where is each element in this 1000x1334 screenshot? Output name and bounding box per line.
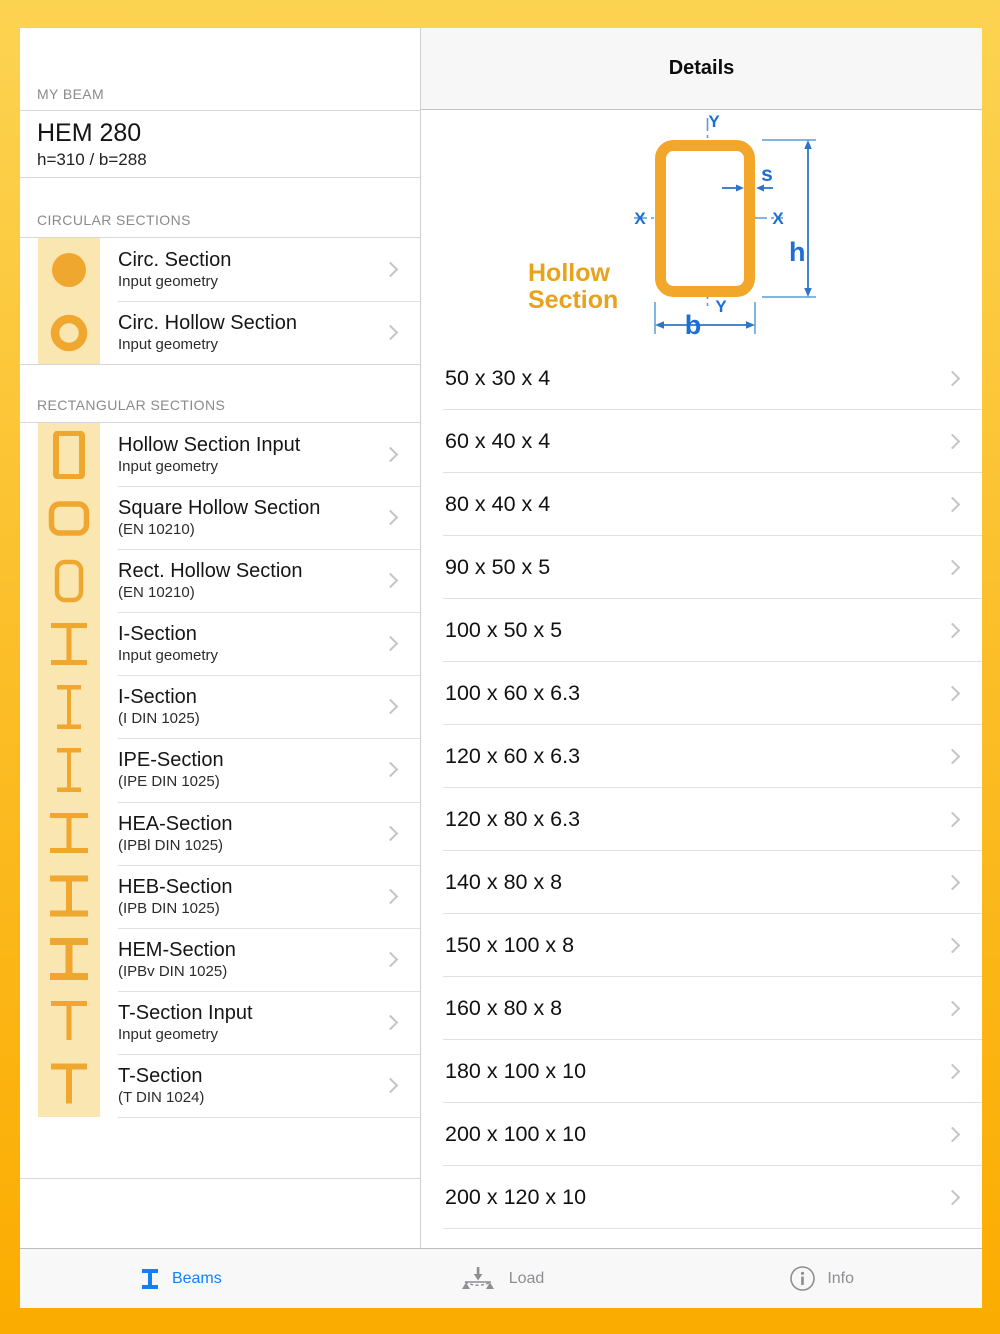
- sidebar-item-heb-section[interactable]: HEB-Section (IPB DIN 1025): [20, 865, 420, 928]
- t-beam-icon: [38, 998, 100, 1046]
- chevron-right-icon: [945, 1190, 961, 1206]
- label-b: b: [684, 310, 702, 340]
- chevron-right-icon: [945, 497, 961, 513]
- chevron-right-icon: [383, 888, 399, 904]
- size-row[interactable]: 200 x 120 x 10: [421, 1166, 982, 1229]
- my-beam-title: HEM 280: [37, 119, 142, 147]
- sidebar-item-circ-section[interactable]: [20, 238, 420, 301]
- chevron-right-icon: [383, 1078, 399, 1094]
- size-row[interactable]: 120 x 80 x 6.3: [421, 788, 982, 851]
- item-title: Circ. Section: [118, 249, 232, 271]
- tab-beams-label: Beams: [171, 1269, 222, 1287]
- my-beam-dimensions: h=310 / b=288: [37, 150, 147, 169]
- chevron-right-icon: [945, 875, 961, 891]
- sidebar-footer-divider: [20, 1117, 420, 1179]
- item-subtitle: Input geometry: [118, 336, 219, 353]
- size-row[interactable]: 100 x 60 x 6.3: [421, 662, 982, 725]
- chevron-right-icon: [383, 699, 399, 715]
- chevron-right-icon: [945, 434, 961, 450]
- label-x-left: X: [634, 209, 646, 228]
- rectangular-sections-list: [20, 422, 420, 1117]
- hollow-tube-outline: [661, 146, 750, 292]
- hollow-section-label-line2: Section: [528, 286, 619, 314]
- chevron-right-icon: [383, 262, 399, 278]
- rectangular-sections-header-row: [20, 365, 420, 422]
- i-beam-wide-thicker-icon: [38, 935, 100, 983]
- size-row[interactable]: 140 x 80 x 8: [421, 851, 982, 914]
- circle-hollow-icon: [38, 309, 100, 357]
- rectangular-sections-header: RECTANGULAR SECTIONS: [37, 397, 226, 413]
- section-diagram-drawing: [421, 110, 982, 347]
- chevron-right-icon: [383, 636, 399, 652]
- size-row[interactable]: 120 x 60 x 6.3: [421, 725, 982, 788]
- i-beam-wide-icon: [38, 809, 100, 857]
- sidebar: [20, 28, 421, 1248]
- chevron-right-icon: [383, 1015, 399, 1031]
- main-split-view: [20, 28, 982, 1248]
- size-row[interactable]: 100 x 50 x 5: [421, 599, 982, 662]
- hollow-section-diagram: [421, 110, 982, 347]
- i-beam-narrow-icon: [38, 683, 100, 731]
- beams-icon: [139, 1267, 161, 1291]
- chevron-right-icon: [945, 812, 961, 828]
- size-row[interactable]: 160 x 80 x 8: [421, 977, 982, 1040]
- app-window: [20, 28, 982, 1308]
- i-beam-icon: [38, 620, 100, 668]
- chevron-right-icon: [383, 447, 399, 463]
- size-row[interactable]: 50 x 30 x 4: [421, 347, 982, 410]
- hollow-section-label-line1: Hollow: [528, 259, 610, 287]
- sidebar-item-i-section-input[interactable]: I-Section Input geometry: [20, 612, 420, 675]
- circular-sections-header-row: [20, 178, 420, 237]
- details-title: Details: [668, 57, 735, 79]
- chevron-right-icon: [945, 560, 961, 576]
- h-arrow-top: [804, 140, 812, 149]
- chevron-right-icon: [383, 573, 399, 589]
- size-list: [421, 347, 982, 1229]
- t-beam-thick-icon: [38, 1061, 100, 1109]
- sidebar-item-circ-hollow-section[interactable]: [20, 301, 420, 364]
- i-beam-narrow-icon: [38, 746, 100, 794]
- circular-sections-list: [20, 237, 420, 365]
- tab-info-label: Info: [827, 1269, 855, 1287]
- item-subtitle: Input geometry: [118, 273, 219, 290]
- sidebar-item-ipe-section[interactable]: IPE-Section (IPE DIN 1025): [20, 738, 420, 801]
- b-arrow-right: [746, 321, 755, 329]
- chevron-right-icon: [383, 762, 399, 778]
- circle-solid-icon: [38, 246, 100, 294]
- sidebar-item-hem-section[interactable]: HEM-Section (IPBv DIN 1025): [20, 928, 420, 991]
- details-navbar: [421, 28, 982, 110]
- details-panel: [421, 28, 982, 1248]
- sidebar-item-square-hollow-section[interactable]: Square Hollow Section (EN 10210): [20, 486, 420, 549]
- b-arrow-left: [655, 321, 664, 329]
- chevron-right-icon: [383, 825, 399, 841]
- size-row[interactable]: 90 x 50 x 5: [421, 536, 982, 599]
- rect-hollow-icon: [38, 557, 100, 605]
- sidebar-item-hollow-section-input[interactable]: Hollow Section Input Input geometry: [20, 423, 420, 486]
- sidebar-item-hea-section[interactable]: HEA-Section (IPBl DIN 1025): [20, 802, 420, 865]
- tab-beams[interactable]: [20, 1249, 341, 1308]
- size-row[interactable]: 180 x 100 x 10: [421, 1040, 982, 1103]
- h-arrow-bottom: [804, 288, 812, 297]
- chevron-right-icon: [945, 686, 961, 702]
- my-beam-cell[interactable]: [20, 111, 420, 178]
- label-y-top: Y: [708, 112, 720, 131]
- tab-info[interactable]: [661, 1249, 982, 1308]
- circular-sections-header: CIRCULAR SECTIONS: [37, 212, 191, 228]
- sidebar-item-i-section-din[interactable]: I-Section (I DIN 1025): [20, 675, 420, 738]
- chevron-right-icon: [383, 510, 399, 526]
- item-title: Circ. Hollow Section: [118, 312, 297, 334]
- chevron-right-icon: [945, 1001, 961, 1017]
- sidebar-item-rect-hollow-section[interactable]: Rect. Hollow Section (EN 10210): [20, 549, 420, 612]
- label-x-right: X: [772, 209, 784, 228]
- size-row[interactable]: 60 x 40 x 4: [421, 410, 982, 473]
- square-hollow-icon: [38, 494, 100, 542]
- size-row[interactable]: 80 x 40 x 4: [421, 473, 982, 536]
- chevron-right-icon: [383, 325, 399, 341]
- size-row[interactable]: 150 x 100 x 8: [421, 914, 982, 977]
- i-beam-wide-thick-icon: [38, 872, 100, 920]
- tab-load[interactable]: [341, 1249, 662, 1308]
- sidebar-item-t-section-din[interactable]: T-Section (T DIN 1024): [20, 1054, 420, 1117]
- my-beam-section-header-row: [20, 28, 420, 111]
- chevron-right-icon: [945, 371, 961, 387]
- rect-hollow-tall-icon: [38, 431, 100, 479]
- size-row[interactable]: 200 x 100 x 10: [421, 1103, 982, 1166]
- tab-bar: [20, 1248, 982, 1308]
- chevron-right-icon: [945, 623, 961, 639]
- chevron-right-icon: [945, 938, 961, 954]
- label-h: h: [789, 237, 806, 267]
- tab-load-label: Load: [508, 1269, 545, 1287]
- info-icon: [789, 1265, 816, 1292]
- load-icon: [458, 1266, 498, 1292]
- my-beam-section-header: MY BEAM: [37, 86, 105, 102]
- chevron-right-icon: [945, 749, 961, 765]
- label-s: s: [761, 163, 773, 186]
- chevron-right-icon: [945, 1127, 961, 1143]
- label-y-bottom: Y: [715, 297, 727, 316]
- sidebar-item-t-section-input[interactable]: T-Section Input Input geometry: [20, 991, 420, 1054]
- chevron-right-icon: [383, 951, 399, 967]
- chevron-right-icon: [945, 1064, 961, 1080]
